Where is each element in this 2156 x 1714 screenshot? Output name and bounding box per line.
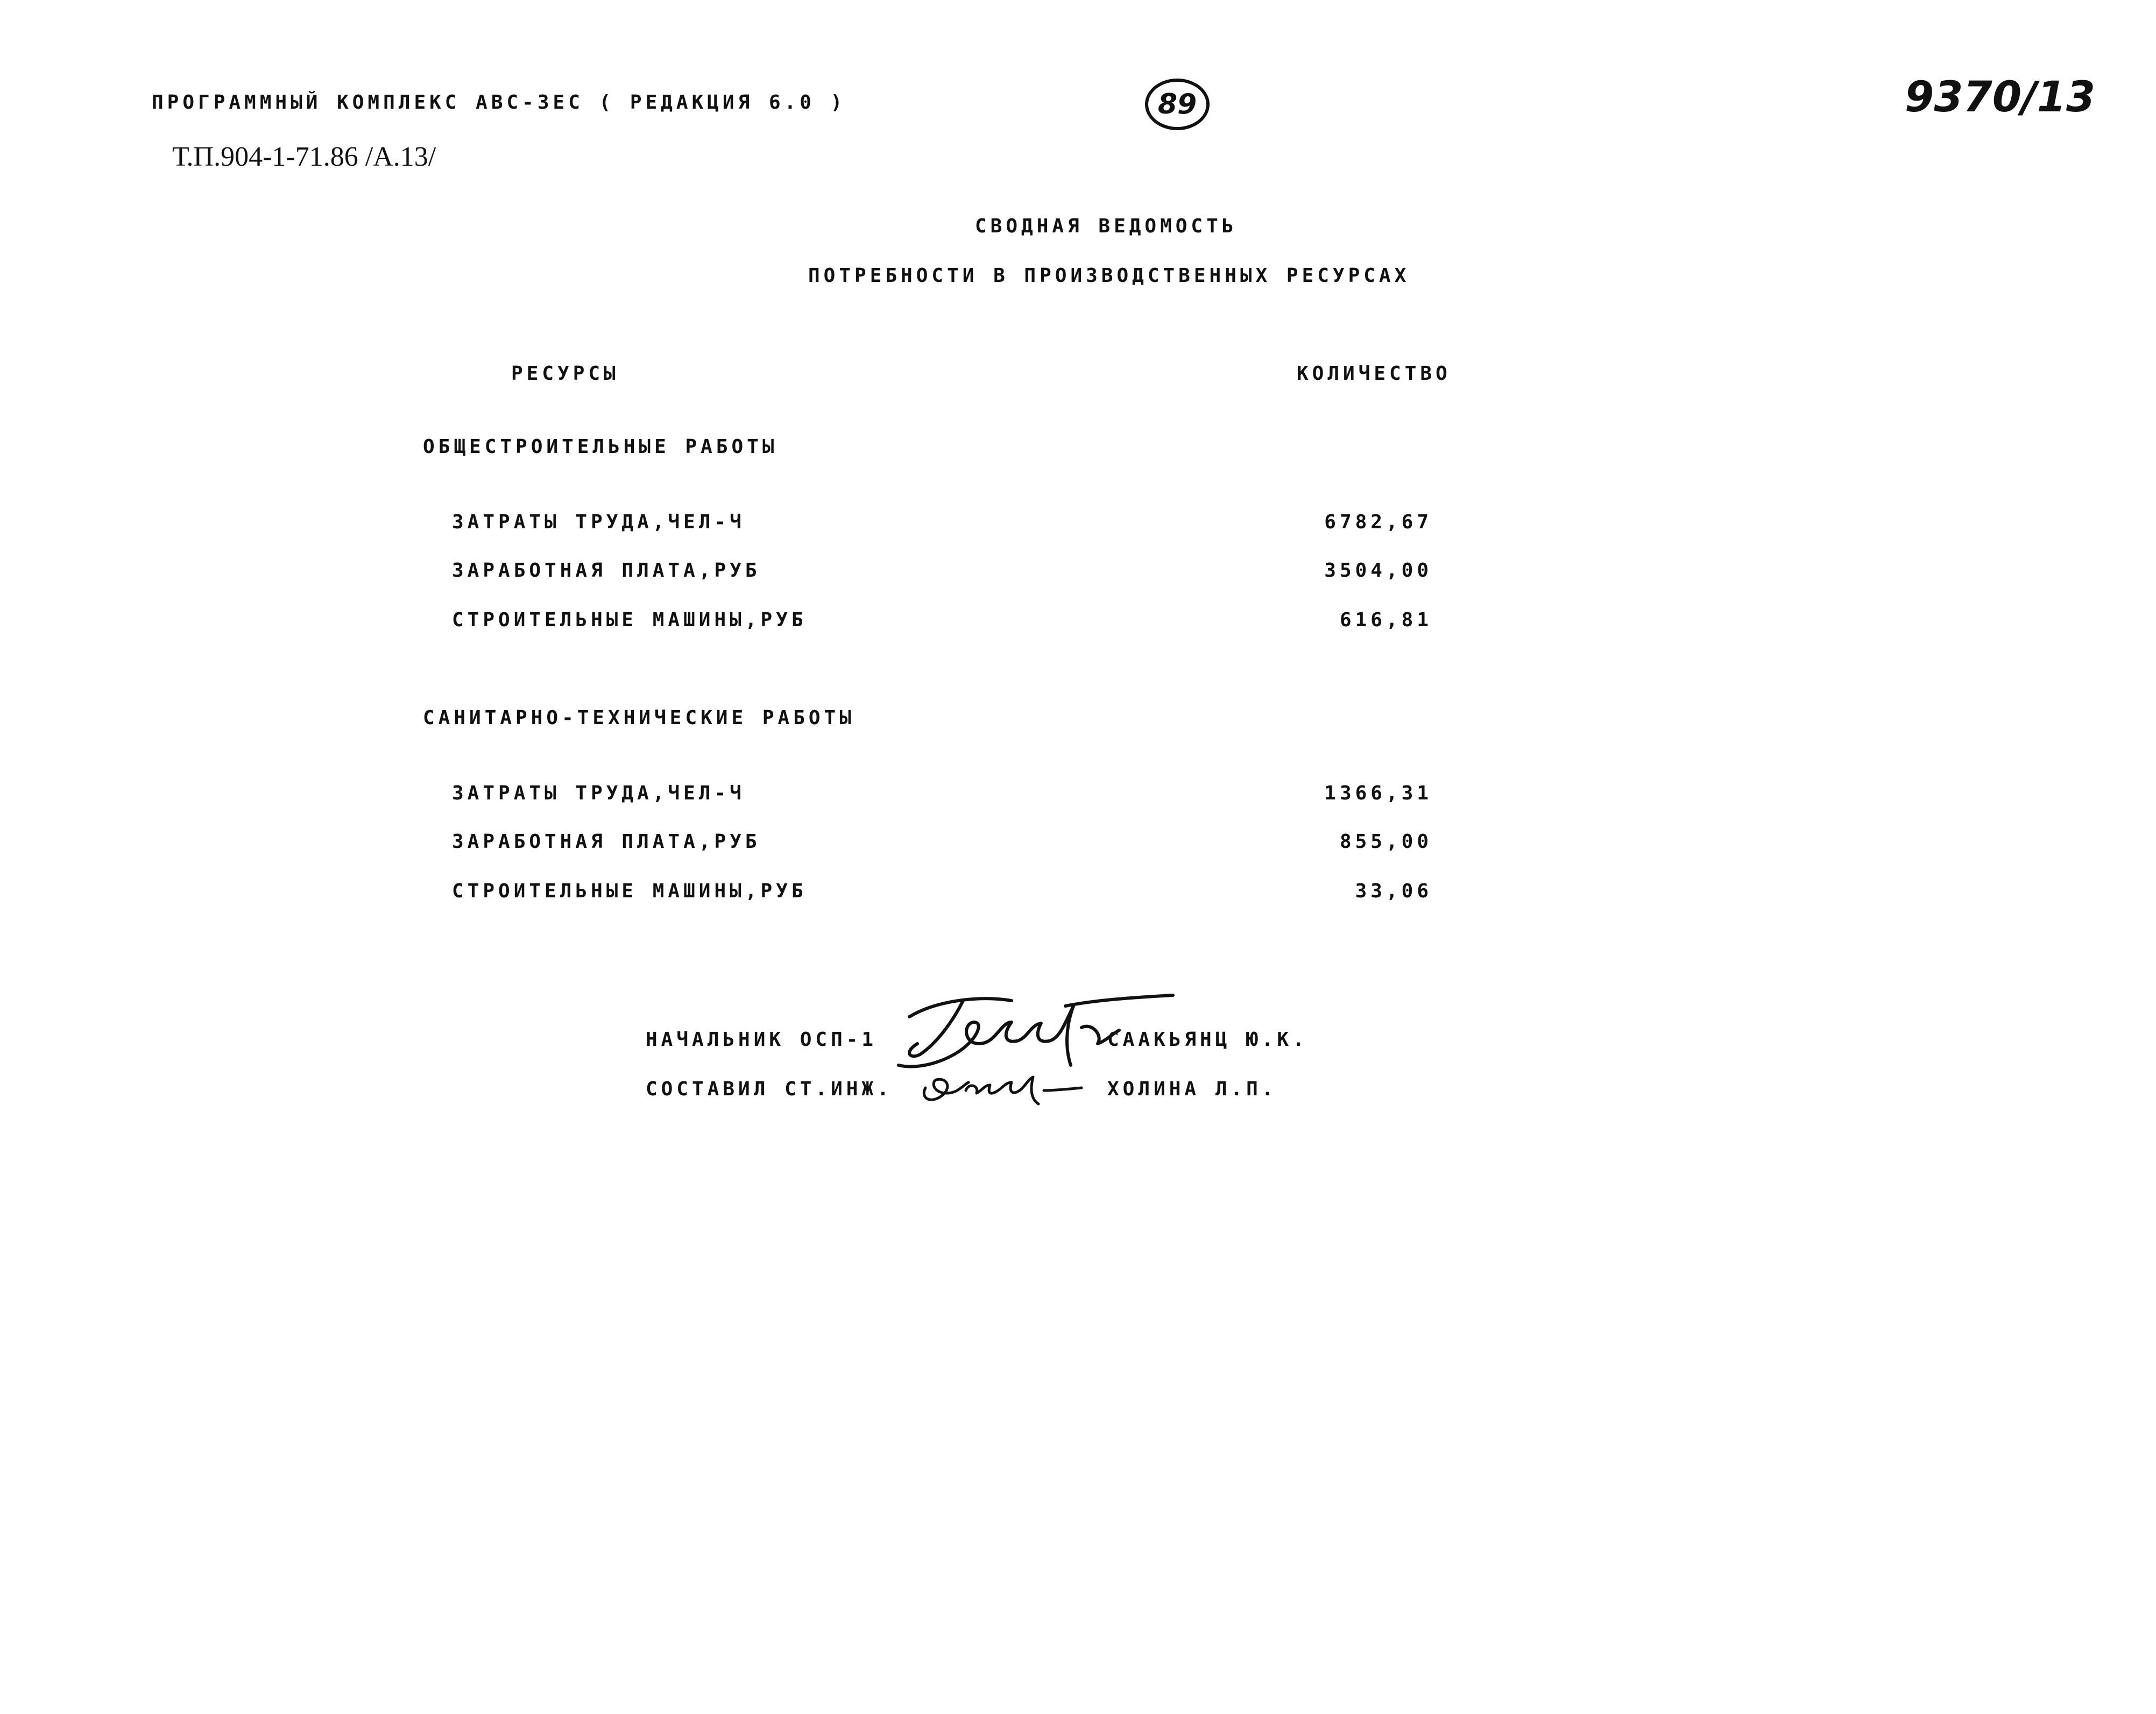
row-value: 33,06 [1355, 880, 1432, 902]
page-number-circle [1145, 79, 1210, 130]
title-line-2: ПОТРЕБНОСТИ В ПРОИЗВОДСТВЕННЫХ РЕСУРСАХ [808, 265, 1410, 287]
program-line: ПРОГРАММНЫЙ КОМПЛЕКС АВС-ЗЕС ( РЕДАКЦИЯ 6.0 ) [152, 91, 846, 114]
row-value: 3504,00 [1324, 559, 1432, 582]
row-label: ЗАТРАТЫ ТРУДА,ЧЕЛ-Ч [452, 782, 745, 804]
row-value: 1366,31 [1324, 782, 1432, 804]
row-label: СТРОИТЕЛЬНЫЕ МАШИНЫ,РУБ [452, 880, 807, 902]
column-header-resources: РЕСУРСЫ [511, 363, 619, 385]
doc-code: Т.П.904-1-71.86 /А.13/ [172, 141, 436, 172]
section-heading: САНИТАРНО-ТЕХНИЧЕСКИЕ РАБОТЫ [423, 707, 855, 729]
row-label: ЗАРАБОТНАЯ ПЛАТА,РУБ [452, 559, 761, 582]
sheet-code: 9370/13 [1905, 73, 2096, 122]
chief-title: НАЧАЛЬНИК ОСП-1 [646, 1029, 878, 1051]
row-value: 855,00 [1339, 831, 1432, 853]
chief-name: СААКЬЯНЦ Ю.К. [1107, 1029, 1308, 1051]
row-label: ЗАРАБОТНАЯ ПЛАТА,РУБ [452, 831, 761, 853]
compiler-title: СОСТАВИЛ СТ.ИНЖ. [646, 1078, 893, 1100]
title-line-1: СВОДНАЯ ВЕДОМОСТЬ [975, 215, 1238, 237]
row-value: 6782,67 [1324, 511, 1432, 533]
compiler-signature [915, 1066, 1087, 1120]
row-label: ЗАТРАТЫ ТРУДА,ЧЕЛ-Ч [452, 511, 745, 533]
column-header-quantity: КОЛИЧЕСТВО [1297, 363, 1451, 385]
row-label: СТРОИТЕЛЬНЫЕ МАШИНЫ,РУБ [452, 609, 807, 631]
compiler-name: ХОЛИНА Л.П. [1107, 1078, 1277, 1100]
section-heading: ОБЩЕСТРОИТЕЛЬНЫЕ РАБОТЫ [423, 436, 778, 458]
page-number: 89 [1157, 88, 1197, 121]
row-value: 616,81 [1339, 609, 1432, 631]
